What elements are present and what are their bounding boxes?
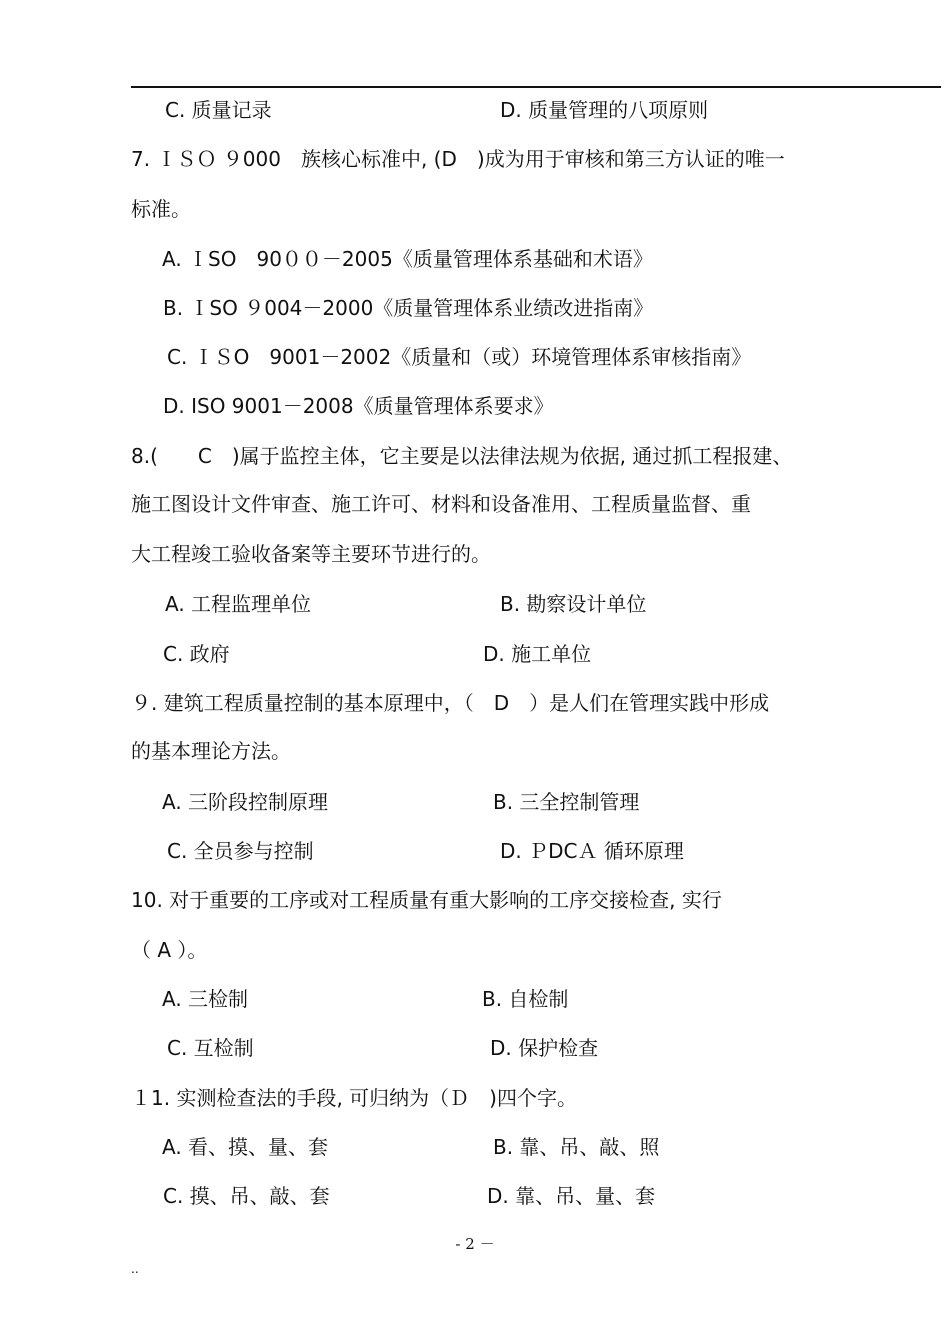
q9-option-b: B. 三全控制管理 (493, 790, 640, 814)
q7-stem-line1: 7. ＩＳＯ ９000 族核心标准中, (D )成为用于审核和第三方认证的唯一 (131, 147, 785, 171)
q10-option-c: C. 互检制 (167, 1036, 254, 1060)
q9-stem-line1: ９. 建筑工程质量控制的基本原理中，（ D ）是人们在管理实践中形成 (131, 691, 770, 715)
q9-option-c: C. 全员参与控制 (167, 839, 314, 863)
prev-option-d: D. 质量管理的八项原则 (500, 98, 709, 122)
q9-option-a: A. 三阶段控制原理 (162, 790, 329, 814)
q8-option-d: D. 施工单位 (483, 642, 592, 666)
q11-option-b: B. 靠、吊、敲、照 (493, 1135, 660, 1159)
q8-stem-line2: 施工图设计文件审查、施工许可、材料和设备准用、工程质量监督、重 (131, 492, 751, 516)
q10-stem-line1: 10. 对于重要的工序或对工程质量有重大影响的工序交接检查, 实行 (131, 888, 722, 912)
q8-option-c: C. 政府 (163, 642, 230, 666)
q7-stem-line2: 标准。 (131, 197, 191, 221)
q8-stem-line1: 8.( C )属于监控主体，它主要是以法律法规为依据, 通过抓工程报建、 (131, 444, 793, 468)
q9-stem-line2: 的基本理论方法。 (131, 739, 291, 763)
q11-stem-line1: １1. 实测检查法的手段, 可归纳为（Ｄ )四个字。 (131, 1086, 577, 1110)
q10-option-b: B. 自检制 (482, 987, 569, 1011)
q7-option-b: B. ＩSO ９004－2000《质量管理体系业绩改进指南》 (163, 296, 654, 320)
prev-option-c: C. 质量记录 (165, 98, 272, 122)
q11-option-a: A. 看、摸、量、套 (162, 1135, 329, 1159)
q10-stem-line2: （ A ）。 (131, 938, 208, 962)
q7-option-a: A. ＩSO 90００－2005《质量管理体系基础和术语》 (162, 247, 653, 271)
q8-stem-line3: 大工程竣工验收备案等主要环节进行的。 (131, 542, 491, 566)
q11-option-c: C. 摸、吊、敲、套 (163, 1184, 330, 1208)
header-rule (131, 86, 941, 88)
q9-option-d: D. ＰDCＡ 循环原理 (500, 839, 684, 863)
q7-option-d: D. ISO 9001－2008《质量管理体系要求》 (163, 394, 554, 418)
footer-dots: .. (131, 1262, 139, 1276)
page-number: - 2 － (455, 1235, 495, 1253)
q10-option-d: D. 保护检查 (490, 1036, 599, 1060)
q8-option-a: A. 工程监理单位 (165, 592, 312, 616)
q10-option-a: A. 三检制 (162, 987, 249, 1011)
q8-option-b: B. 勘察设计单位 (500, 592, 647, 616)
q7-option-c: C. ＩＳO 9001－2002《质量和（或）环境管理体系审核指南》 (167, 345, 752, 369)
q11-option-d: D. 靠、吊、量、套 (487, 1184, 656, 1208)
